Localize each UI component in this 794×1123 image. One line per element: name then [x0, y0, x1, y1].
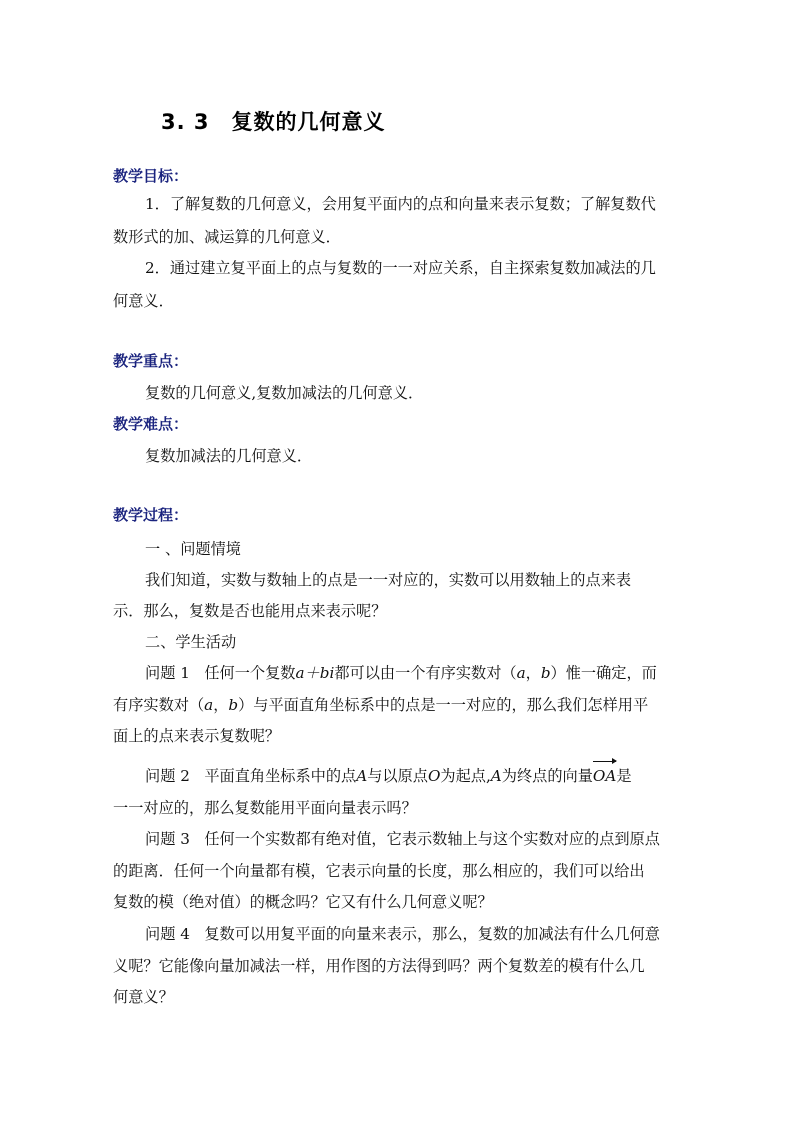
question-1-text-a: 任何一个复数	[204, 664, 296, 682]
question-1-text-d: 有序实数对（	[113, 696, 205, 714]
separator: ，	[525, 664, 541, 682]
question-2-text-a: 平面直角坐标系中的点	[204, 767, 357, 785]
point-o: O	[427, 767, 441, 785]
page-title	[161, 106, 386, 136]
section-1-title: 一 、问题情境	[145, 540, 241, 558]
objective-1-line-1: 1．了解复数的几何意义，会用复平面内的点和向量来表示复数；了解复数代	[145, 195, 656, 213]
question-1-line-2	[113, 695, 648, 715]
objective-2-line-2: 何意义．	[113, 292, 174, 310]
variable-b: b	[228, 696, 239, 714]
process-heading: 教学过程：	[113, 506, 189, 524]
question-1-label: 问题 1	[145, 664, 190, 682]
section-number: 3. 3	[161, 110, 210, 134]
point-a: A	[356, 767, 368, 785]
key-points-heading: 教学重点：	[113, 352, 189, 370]
question-2-text-d: 为终点的向量	[501, 767, 593, 785]
question-4-line-3: 何意义？	[113, 988, 174, 1006]
question-1-text-e: ）与平面直角坐标系中的点是一一对应的，那么我们怎样用平	[238, 696, 649, 714]
question-3-line-3: 复数的模（绝对值）的概念吗？它又有什么几何意义呢？	[113, 893, 493, 911]
question-4-line-1	[145, 924, 660, 944]
question-1-text-b: 都可以由一个有序实数对（	[334, 664, 517, 682]
question-2-line-2: 一一对应的，那么复数能用平面向量表示吗？	[113, 799, 417, 817]
variable-a: a	[516, 664, 526, 682]
objective-1-line-2: 数形式的加、减运算的几何意义．	[113, 228, 341, 246]
question-2-label: 问题 2	[145, 767, 190, 785]
question-3-line-1	[145, 829, 660, 849]
difficulties-heading: 教学难点：	[113, 415, 189, 433]
separator: ，	[213, 696, 229, 714]
question-3-line-2: 的距离．任何一个向量都有模，它表示向量的长度，那么相应的，我们可以给出	[113, 862, 645, 880]
objective-2-line-1: 2．通过建立复平面上的点与复数的一一对应关系，自主探索复数加减法的几	[145, 259, 656, 277]
question-3-label: 问题 3	[145, 830, 190, 848]
question-4-text: 复数可以用复平面的向量来表示，那么，复数的加减法有什么几何意	[204, 925, 660, 943]
vector-oa: OA	[592, 767, 617, 785]
section-1-line-2: 示．那么，复数是否也能用点来表示呢？	[113, 602, 387, 620]
question-2-text-e: 是	[616, 767, 632, 785]
question-2-text-c: 为起点,	[440, 767, 491, 785]
question-2-text-b: 与以原点	[367, 767, 428, 785]
variable-a: a	[204, 696, 214, 714]
complex-number-expression: a＋bi	[295, 664, 335, 682]
variable-b: b	[540, 664, 551, 682]
question-4-label: 问题 4	[145, 925, 190, 943]
question-3-text: 任何一个实数都有绝对值，它表示数轴上与这个实数对应的点到原点	[204, 830, 660, 848]
key-points-text: 复数的几何意义,复数加减法的几何意义．	[145, 384, 424, 402]
objectives-heading: 教学目标：	[113, 167, 189, 185]
question-1-line-3: 面上的点来表示复数呢？	[113, 727, 281, 745]
section-1-line-1: 我们知道，实数与数轴上的点是一一对应的，实数可以用数轴上的点来表	[145, 571, 631, 589]
section-2-title: 二、学生活动	[145, 633, 237, 651]
question-1-text-c: ）惟一确定，而	[550, 664, 657, 682]
title-text: 复数的几何意义	[231, 110, 386, 134]
point-a: A	[490, 767, 502, 785]
question-2-line-1	[145, 766, 632, 786]
question-4-line-2: 义呢？它能像向量加减法一样，用作图的方法得到吗？两个复数差的模有什么几	[113, 957, 645, 975]
question-1-line-1	[145, 663, 657, 683]
difficulties-text: 复数加减法的几何意义．	[145, 447, 313, 465]
